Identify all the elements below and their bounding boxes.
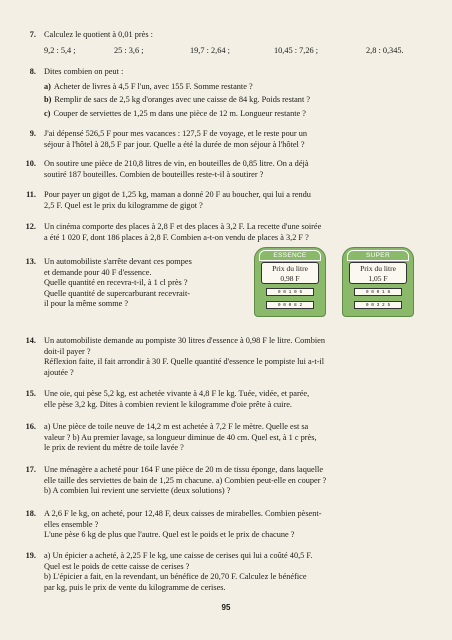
exercise-14 — [22, 336, 437, 378]
exercise-number: 16. — [25, 422, 36, 431]
pump-super — [342, 247, 414, 317]
counter-display: 0 0 1 0 5 — [266, 288, 314, 296]
exercise-line: Un automobiliste s'arrête devant ces pompes — [44, 257, 192, 266]
fuel-pumps-illustration — [254, 247, 422, 319]
exercise-line: elle pèse 3,2 kg. Dites à combien revient le kilogramme d'oie prête à cuire. — [44, 399, 293, 409]
price-display — [349, 262, 407, 284]
exercise-line: Pour payer un gigot de 1,25 kg, maman a donné 20 F au boucher, qui lui a rendu — [44, 190, 311, 199]
exercise-line: il pour la même somme ? — [44, 299, 129, 309]
pump-name: SUPER — [347, 250, 409, 261]
exercise-8 — [22, 67, 437, 119]
exercise-number: 14. — [25, 336, 36, 345]
sub-question-c: c) Couper de serviettes de 1,25 m dans une pièce de 12 m. Longueur restante ? — [44, 108, 306, 118]
exercise-12 — [22, 222, 437, 243]
exercise-line: L'une pèse 6 kg de plus que l'autre. Quel est le poids et le prix de chacune ? — [44, 530, 295, 540]
price-label: Prix du litre — [272, 264, 308, 273]
exercise-number: 13. — [25, 257, 36, 266]
exercise-16 — [22, 422, 437, 454]
page-number: 95 — [221, 603, 231, 612]
sub-question-b: b) Remplir de sacs de 2,5 kg d'oranges avec une caisse de 84 kg. Poids restant ? — [44, 95, 311, 105]
exercise-number: 19. — [25, 551, 36, 560]
exercise-line: Un automobiliste demande au pompiste 30 litres d'essence à 0,98 F le litre. Combien — [44, 336, 325, 345]
exercise-line: A 2,6 F le kg, on acheté, pour 12,48 F, deux caisses de mirabelles. Combien pèsent- — [44, 509, 322, 518]
exercise-line: soutiré 187 bouteilles. Combien de bouteilles reste-t-il à soutirer ? — [44, 169, 264, 179]
counter-display: 0 0 0 8 2 — [266, 301, 314, 309]
price-label: Prix du litre — [360, 264, 396, 273]
exercise-line: doit-il payer ? — [44, 346, 91, 356]
division-item: 25 : 3,6 ; — [114, 45, 144, 55]
exercise-9 — [22, 129, 437, 150]
counter-display: 0 0 0 1 8 — [354, 288, 402, 296]
exercise-line: Une ménagère a acheté pour 164 F une pièce de 20 m de tissu éponge, dans laquelle — [44, 465, 323, 474]
exercise-11 — [22, 190, 437, 211]
exercise-line: valeur ? b) Au premier lavage, sa longueur diminue de 40 cm. Quel est, à 1 c près, — [44, 432, 317, 442]
exercise-number: 8. — [29, 67, 36, 76]
exercise-line: elle taille des serviettes de bain de 1,25 m chacune. a) Combien peut-elle en couper ? — [44, 475, 327, 485]
exercise-10 — [22, 159, 437, 180]
exercise-13 — [22, 252, 437, 310]
exercise-number: 17. — [25, 465, 36, 474]
division-item: 19,7 : 2,64 ; — [190, 45, 230, 55]
exercise-number: 10. — [25, 159, 36, 168]
exercise-number: 11. — [26, 190, 36, 199]
exercise-line: Quelle quantité de supercarburant recevrait- — [44, 288, 191, 298]
division-item: 2,8 : 0,345. — [366, 45, 404, 55]
page — [22, 18, 437, 628]
exercise-line: 2,5 F. Quel est le prix du kilogramme de gigot ? — [44, 200, 203, 210]
exercise-line: Une oie, qui pèse 5,2 kg, est achetée vivante à 4,8 F le kg. Tuée, vidée, et parée, — [44, 389, 310, 398]
exercise-text: Dites combien on peut : — [44, 67, 124, 76]
exercise-19 — [22, 551, 437, 593]
exercise-line: et demande pour 40 F d'essence. — [44, 267, 152, 277]
exercise-15 — [22, 389, 437, 410]
exercise-line: Quel est le poids de cette caisse de cerises ? — [44, 561, 190, 571]
exercise-line: ajoutée ? — [44, 367, 74, 377]
exercise-line: Un cinéma comporte des places à 2,8 F et des places à 3,2 F. La recette d'une soirée — [44, 222, 322, 231]
exercise-line: elles ensemble ? — [44, 519, 99, 529]
exercise-line: b) L'épicier a fait, en la revendant, un bénéfice de 20,70 F. Calculez le bénéfice — [44, 572, 307, 582]
exercise-17 — [22, 465, 437, 497]
exercise-7 — [22, 30, 437, 56]
exercise-line: a) Une pièce de toile neuve de 14,2 m est achetée à 7,2 F le mètre. Quelle est sa — [44, 422, 309, 431]
exercise-number: 18. — [25, 509, 36, 518]
exercise-number: 12. — [25, 222, 36, 231]
pump-name: ESSENCE — [259, 250, 321, 261]
exercise-line: séjour à l'hôtel à 28,5 F par jour. Quelle a été la durée de mon séjour à l'hôtel ? — [44, 139, 305, 149]
exercise-number: 15. — [25, 389, 36, 398]
exercise-line: J'ai dépensé 526,5 F pour mes vacances : 127,5 F de voyage, et le reste pour un — [44, 129, 308, 138]
exercise-line: On soutire une pièce de 210,8 litres de vin, en bouteilles de 0,85 litre. On a déjà — [44, 159, 309, 168]
exercise-number: 7. — [29, 30, 36, 39]
exercise-line: Quelle quantité en recevra-t-il, à 1 cl près ? — [44, 278, 188, 288]
exercise-line: b) A combien lui revient une serviette (deux solutions) ? — [44, 486, 231, 496]
price-value: 0,98 F — [280, 274, 300, 283]
exercise-line: a été 1 020 F, dont 186 places à 2,8 F. Combien a-t-on vendu de places à 3,2 F ? — [44, 232, 309, 242]
exercise-line: par kg, puis le prix de vente du kilogramme de cerises. — [44, 582, 226, 592]
pump-essence — [254, 247, 326, 317]
price-value: 1,05 F — [368, 274, 388, 283]
division-list — [44, 46, 437, 57]
counter-display: 0 0 3 2 5 — [354, 301, 402, 309]
exercise-number: 9. — [29, 129, 36, 138]
exercise-text: Calculez le quotient à 0,01 près : — [44, 30, 153, 39]
exercise-line: a) Un épicier a acheté, à 2,25 F le kg, une caisse de cerises qui lui a coûté 40,5 F. — [44, 551, 313, 560]
division-item: 10,45 : 7,26 ; — [274, 45, 319, 55]
exercise-line: Réflexion faite, il fait arrondir à 30 F. Quelle quantité d'essence le pompiste lui a-t-il — [44, 357, 325, 367]
price-display — [261, 262, 319, 284]
exercise-18 — [22, 509, 437, 541]
exercise-line: le prix de revient du mètre de toile lavée ? — [44, 443, 184, 453]
sub-question-a: a) Acheter de livres à 4,5 F l'un, avec 155 F. Somme restante ? — [44, 81, 253, 91]
division-item: 9,2 : 5,4 ; — [44, 45, 76, 55]
